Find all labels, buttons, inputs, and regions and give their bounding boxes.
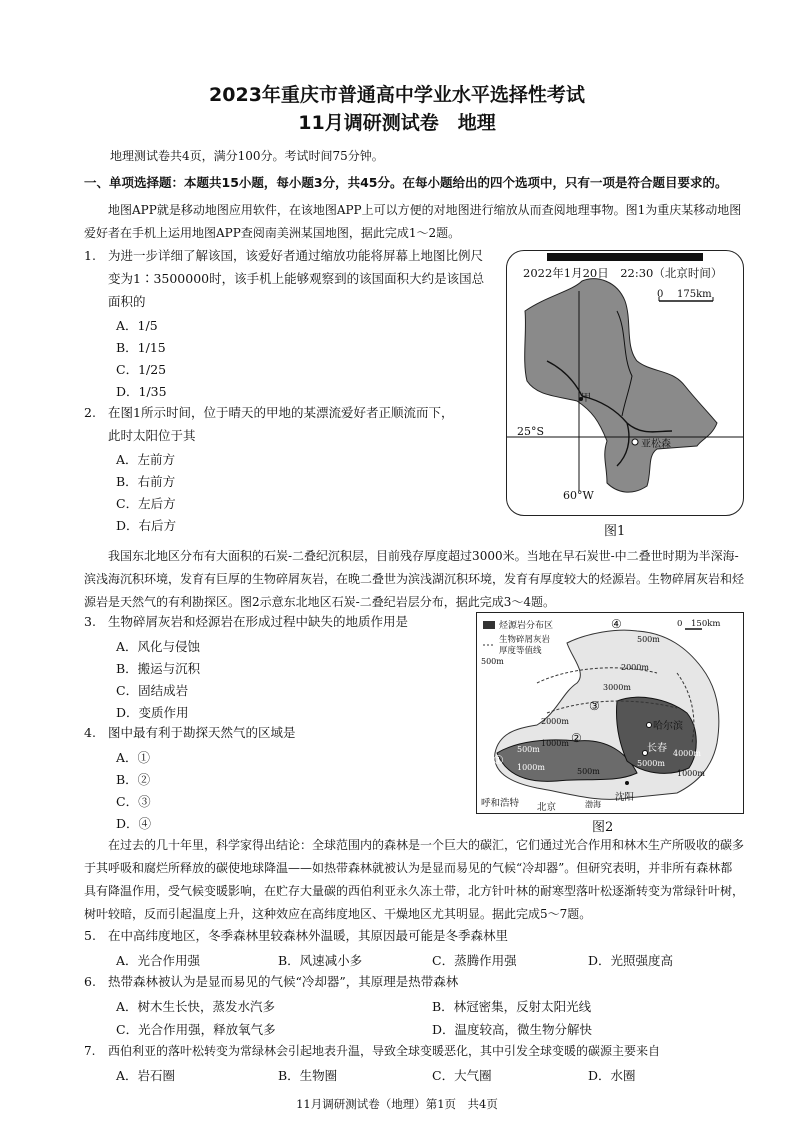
contour-label: 2000m [541,717,569,726]
city-label: 北京 [537,802,557,813]
contour-label: 3000m [603,683,631,692]
region-4-label: ④ [611,617,622,631]
contour-label: 1000m [677,769,705,778]
figure-1-caption: 图1 [604,524,626,539]
question-number: 4. [84,725,96,740]
contour-label: 500m [577,767,600,776]
option-c: C．蒸腾作用强 [432,953,517,968]
option-a: A．左前方 [116,452,176,467]
option-b: B．林冠密集，反射太阳光线 [432,999,592,1014]
option-a: A．光合作用强 [116,953,201,968]
figure-1-datetime: 2022年1月20日 22:30（北京时间） [523,266,723,280]
option-a: A．① [116,750,151,765]
intro-text: 地理测试卷共4页，满分100分。考试时间75分钟。 [110,149,384,163]
legend-iso: 500m [481,657,504,666]
contour-label: 2000m [621,663,649,672]
option-a: A．树木生长快，蒸发水汽多 [116,999,276,1014]
city-label: 长春 [647,743,667,754]
city-label: 哈尔滨 [653,721,683,732]
legend-label: 厚度等值线 [499,646,542,656]
question-2-line: 在图1所示时间，位于晴天的甲地的某漂流爱好者正顺流而下， [108,405,454,420]
passage-2: 我国东北地区分布有大面积的石炭-二叠纪沉积层，目前残存厚度超过3000米。当地在早石炭世-中二叠世时期为半深海-滨浅海沉积环境，发育有巨厚的生物碎屑灰岩，在晚二叠世为滨浅湖沉积环境，发育有厚度较大的烃源岩。生物碎屑灰岩和烃源岩是天然气的有利勘探区。图2示意东北地区石炭-二叠纪岩层分布，据此完成3～4题。 [84,549,745,609]
figure-2-caption: 图2 [592,820,614,835]
question-4-line: 图中最有利于勘探天然气的区域是 [108,725,296,740]
option-b: B．搬运与沉积 [116,661,201,676]
option-d: D．水圈 [588,1068,636,1083]
section-heading: 一、单项选择题：本题共15小题，每小题3分，共45分。在每小题给出的四个选项中，只有一项是符合题目要求的。 [84,175,728,190]
option-b: B．② [116,772,151,787]
question-number: 3. [84,614,96,629]
question-1-line: 面积的 [108,294,146,309]
city-label: 呼和浩特 [481,798,520,809]
option-d: D．光照强度高 [588,953,674,968]
contour-label: 5000m [637,759,665,768]
option-c: C．1/25 [116,362,167,377]
region-2-label: ② [571,731,582,745]
place-label: 甲 [581,393,591,404]
page-title: 2023年重庆市普通高中学业水平选择性考试 [209,84,585,106]
option-c: C．③ [116,794,151,809]
sea-label: 渤海 [585,800,601,809]
question-number: 6. [84,974,96,989]
figure-2-map [476,612,744,814]
contour-label: 1000m [517,763,545,772]
option-b: B．1/15 [116,340,166,355]
question-1-line: 变为1∶3500000时，该手机上能够观察到的该国面积大约是该国总 [108,271,485,286]
figure-1-map [506,250,744,516]
page-footer: 11月调研测试卷（地理）第1页 共4页 [296,1097,498,1111]
question-number: 7. [84,1044,96,1058]
passage-3: 在过去的几十年里，科学家得出结论：全球范围内的森林是一个巨大的碳汇，它们通过光合作用和林木生产所吸收的碳多于其呼吸和腐烂所释放的碳使地球降温——如热带森林就被认为是显而易见的气候“冷却器”。但研究表明，并非所有森林都具有降温作用，受气候变暖影响，在贮存大量碳的西伯利亚永久冻土带，北方针叶林的耐寒型落叶松逐渐转变为常绿针叶树，树叶较暗，反而引起温度上升，这种效应在高纬度地区、干燥地区尤其明显。据此完成5～7题。 [84,838,745,921]
contour-label: 4000m [673,749,701,758]
question-number: 5. [84,928,96,943]
contour-label: 500m [517,745,540,754]
option-d: D．右后方 [116,518,177,533]
option-d: D．温度较高，微生物分解快 [432,1022,593,1037]
option-c: C．固结成岩 [116,683,189,698]
passage-1: 地图APP就是移动地图应用软件，在该地图APP上可以方便的对地图进行缩放从而查阅地理事物。图1为重庆某移动地图爱好者在手机上运用地图APP查阅南美洲某国地图，据此完成1～2题。 [84,203,742,240]
page-subtitle: 11月调研测试卷 地理 [298,112,496,134]
option-a: A．岩石圈 [116,1068,176,1083]
region-1-label: ① [493,753,504,767]
question-6-line: 热带森林被认为是显而易见的气候“冷却器”，其原理是热带森林 [108,974,459,989]
scale-label: 150km [691,619,721,629]
question-7-line: 西伯利亚的落叶松转变为常绿林会引起地表升温，导致全球变暖恶化，其中引发全球变暖的碳源主要来自 [108,1044,661,1058]
legend-label: 生物碎屑灰岩 [499,635,551,645]
option-d: D．变质作用 [116,705,189,720]
scale-zero: 0 [657,289,664,300]
question-number: 1. [84,248,96,263]
option-a: A．1/5 [116,318,158,333]
question-3-line: 生物碎屑灰岩和烃源岩在形成过程中缺失的地质作用是 [108,614,409,629]
question-5-line: 在中高纬度地区，冬季森林里较森林外温暖，其原因最可能是冬季森林里 [108,928,509,943]
option-d: D．④ [116,816,152,831]
region-3-label: ③ [589,699,600,713]
city-label: 亚松森 [641,439,671,450]
scale-label: 175km [677,289,712,300]
contour-label: 1000m [541,739,569,748]
option-b: B．右前方 [116,474,176,489]
option-c: C．光合作用强，释放氧气多 [116,1022,276,1037]
option-b: B．生物圈 [278,1068,338,1083]
longitude-label: 60°W [563,489,594,502]
city-label: 沈阳 [615,792,635,803]
latitude-label: 25°S [517,425,545,438]
option-c: C．大气圈 [432,1068,492,1083]
option-b: B．风速减小多 [278,953,363,968]
question-1-line: 为进一步详细了解该国，该爱好者通过缩放功能将屏幕上地图比例尺 [108,248,484,263]
option-d: D．1/35 [116,384,167,399]
question-number: 2. [84,405,96,420]
option-a: A．风化与侵蚀 [116,639,201,654]
contour-label: 500m [637,635,660,644]
scale-zero: 0 [677,619,683,629]
option-c: C．左后方 [116,496,176,511]
question-2-line: 此时太阳位于其 [108,428,196,443]
legend-label: 烃源岩分布区 [499,621,554,631]
